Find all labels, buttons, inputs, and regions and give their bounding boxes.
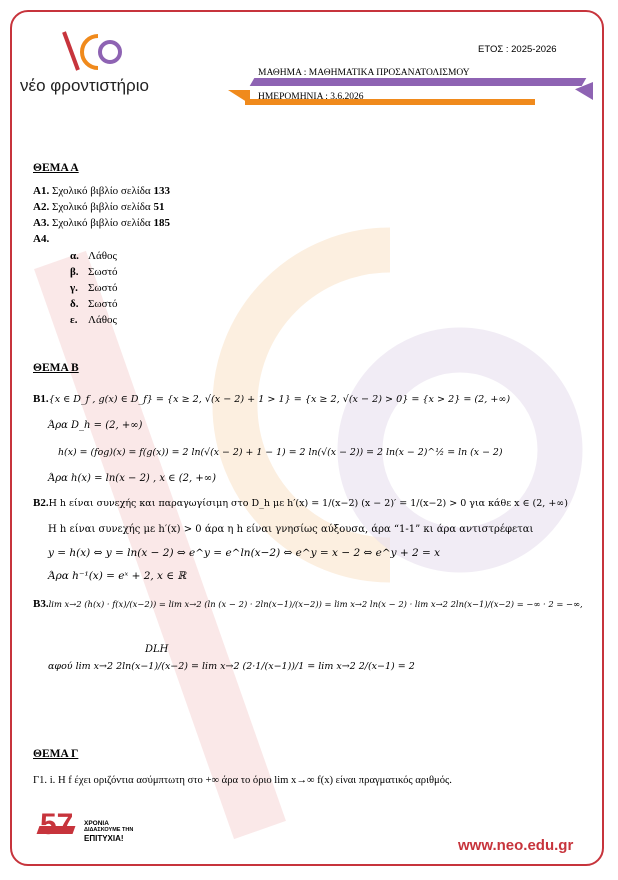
website-link[interactable]: www.neo.edu.gr	[458, 837, 574, 854]
b2-line1: Β2.Η h είναι συνεχής και παραγωγίσιμη στο D_h με h′(x) = 1/(x−2) (x − 2)′ = 1/(x−2) > 0 για κάθε x ∈ (2, +∞)	[33, 497, 568, 509]
b1-line3: h(x) = (fog)(x) = f(g(x)) = 2 ln(√(x − 2) + 1 − 1) = 2 ln(√(x − 2)) = 2 ln(x − 2)^½ = ln (x − 2)	[58, 447, 503, 458]
section-title-g: ΘΕΜΑ Γ	[33, 748, 79, 760]
date-label: ΗΜΕΡΟΜΗΝΙΑ : 3.6.2026	[258, 92, 364, 102]
a4-item: β. Σωστό	[70, 266, 118, 278]
answer-a4-label: Α4.	[33, 233, 50, 245]
year-label: ΕΤΟΣ : 2025-2026	[478, 44, 557, 55]
b2-line4: Άρα h⁻¹(x) = eˣ + 2, x ∈ ℝ	[48, 570, 187, 582]
years-text: ΧΡΟΝΙΑ ΔΙΔΑΣΚΟΥΜΕ ΤΗΝ ΕΠΙΤΥΧΙΑ!	[84, 820, 134, 843]
answer-a1: Α1. Σχολικό βιβλίο σελίδα 133	[33, 185, 170, 197]
a4-item: γ. Σωστό	[70, 282, 118, 294]
answer-a3: Α3. Σχολικό βιβλίο σελίδα 185	[33, 217, 170, 229]
a4-item: δ. Σωστό	[70, 298, 118, 310]
dlh-label: DLH	[145, 644, 169, 655]
b1-line4: Άρα h(x) = ln(x − 2) , x ∈ (2, +∞)	[48, 473, 216, 484]
years-number: 57	[40, 808, 74, 841]
a4-item: α. Λάθος	[70, 250, 117, 262]
brand-logo-icon	[60, 28, 130, 76]
page-frame	[10, 10, 604, 866]
purple-bar	[250, 78, 587, 86]
b2-line3: y = h(x) ⇔ y = ln(x − 2) ⇔ e^y = e^ln(x−2) ⇔ e^y = x − 2 ⇔ e^y + 2 = x	[48, 547, 441, 559]
answer-a2: Α2. Σχολικό βιβλίο σελίδα 51	[33, 201, 165, 213]
g1-line: Γ1. i. Η f έχει οριζόντια ασύμπτωτη στο +∞ άρα το όριο lim x→∞ f(x) είναι πραγματικός αριθμός.	[33, 775, 452, 786]
b2-line2: Η h είναι συνεχής με h′(x) > 0 άρα η h είναι γνησίως αύξουσα, άρα “1-1” κι άρα αντιστρέφεται	[48, 524, 534, 535]
a4-item: ε. Λάθος	[70, 314, 117, 326]
b1-line1: Β1.{x ∈ D_f , g(x) ∈ D_f} = {x ≥ 2, √(x − 2) + 1 > 1} = {x ≥ 2, √(x − 2) > 0} = {x > 2} = (2, +∞)	[33, 393, 511, 405]
b3-line2: αφού lim x→2 2ln(x−1)/(x−2) = lim x→2 (2·1/(x−1))/1 = lim x→2 2/(x−1) = 2	[48, 661, 415, 672]
years-badge	[36, 808, 80, 846]
b3-line1: Β3.lim x→2 (h(x) · f(x)/(x−2)) = lim x→2 (ln (x − 2) · 2ln(x−1)/(x−2)) = lim x→2 ln(x − 2) · lim x→2 2ln(x−1)/(x−2) = −∞ · 2 = −∞,	[33, 598, 583, 610]
section-title-a: ΘΕΜΑ Α	[33, 162, 79, 174]
b1-line2: Άρα D_h = (2, +∞)	[48, 420, 143, 431]
brand-name: νέο φροντιστήριο	[20, 76, 149, 95]
subject-label: ΜΑΘΗΜΑ : ΜΑΘΗΜΑΤΙΚΑ ΠΡΟΣΑΝΑΤΟΛΙΣΜΟΥ	[258, 68, 470, 78]
section-title-b: ΘΕΜΑ Β	[33, 362, 79, 374]
